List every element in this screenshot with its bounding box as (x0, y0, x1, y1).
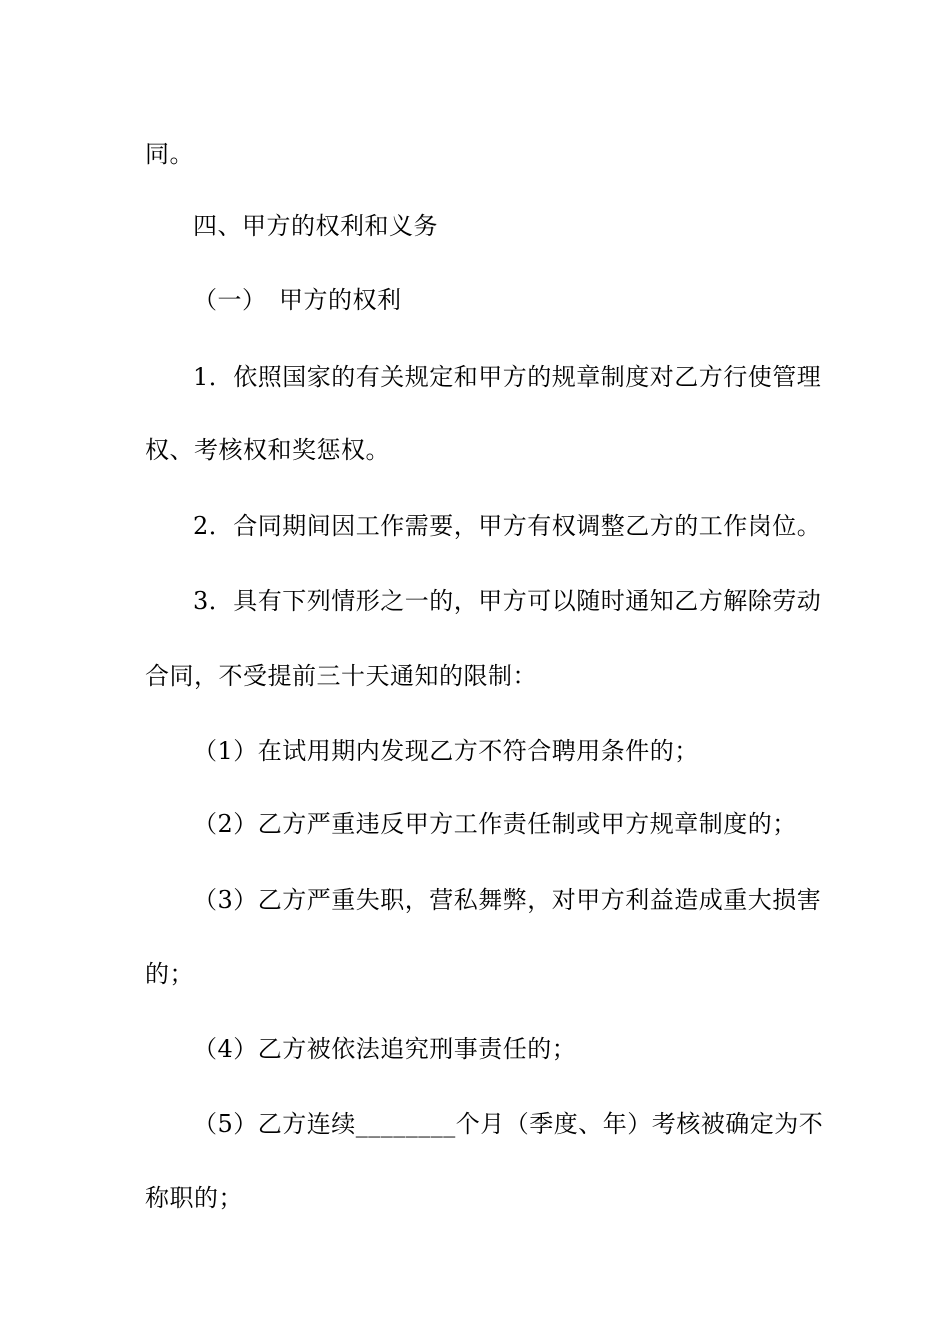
item-5-line-2: 称职的； (145, 1184, 243, 1212)
clause-3-line-1: 3．具有下列情形之一的，甲方可以随时通知乙方解除劳动 (193, 587, 822, 615)
item-1: （1）在试用期内发现乙方不符合聘用条件的； (193, 737, 699, 765)
item-3-line-2: 的； (145, 960, 194, 988)
item-5-line-1: （5）乙方连续________个月（季度、年）考核被确定为不 (193, 1110, 824, 1138)
item-4: （4）乙方被依法追究刑事责任的； (193, 1035, 577, 1063)
clause-1-line-1: 1．依照国家的有关规定和甲方的规章制度对乙方行使管理 (193, 363, 822, 391)
item-3-line-1: （3）乙方严重失职，营私舞弊，对甲方利益造成重大损害 (193, 886, 822, 914)
clause-1-line-2: 权、考核权和奖惩权。 (145, 436, 390, 464)
clause-2: 2．合同期间因工作需要，甲方有权调整乙方的工作岗位。 (193, 512, 822, 540)
item-2: （2）乙方严重违反甲方工作责任制或甲方规章制度的； (193, 810, 797, 838)
section-heading: 四、甲方的权利和义务 (193, 212, 438, 240)
clause-3-line-2: 合同，不受提前三十天通知的限制： (145, 662, 537, 690)
text-line-continuation: 同。 (145, 140, 194, 168)
subsection-heading: （一） 甲方的权利 (193, 286, 402, 314)
